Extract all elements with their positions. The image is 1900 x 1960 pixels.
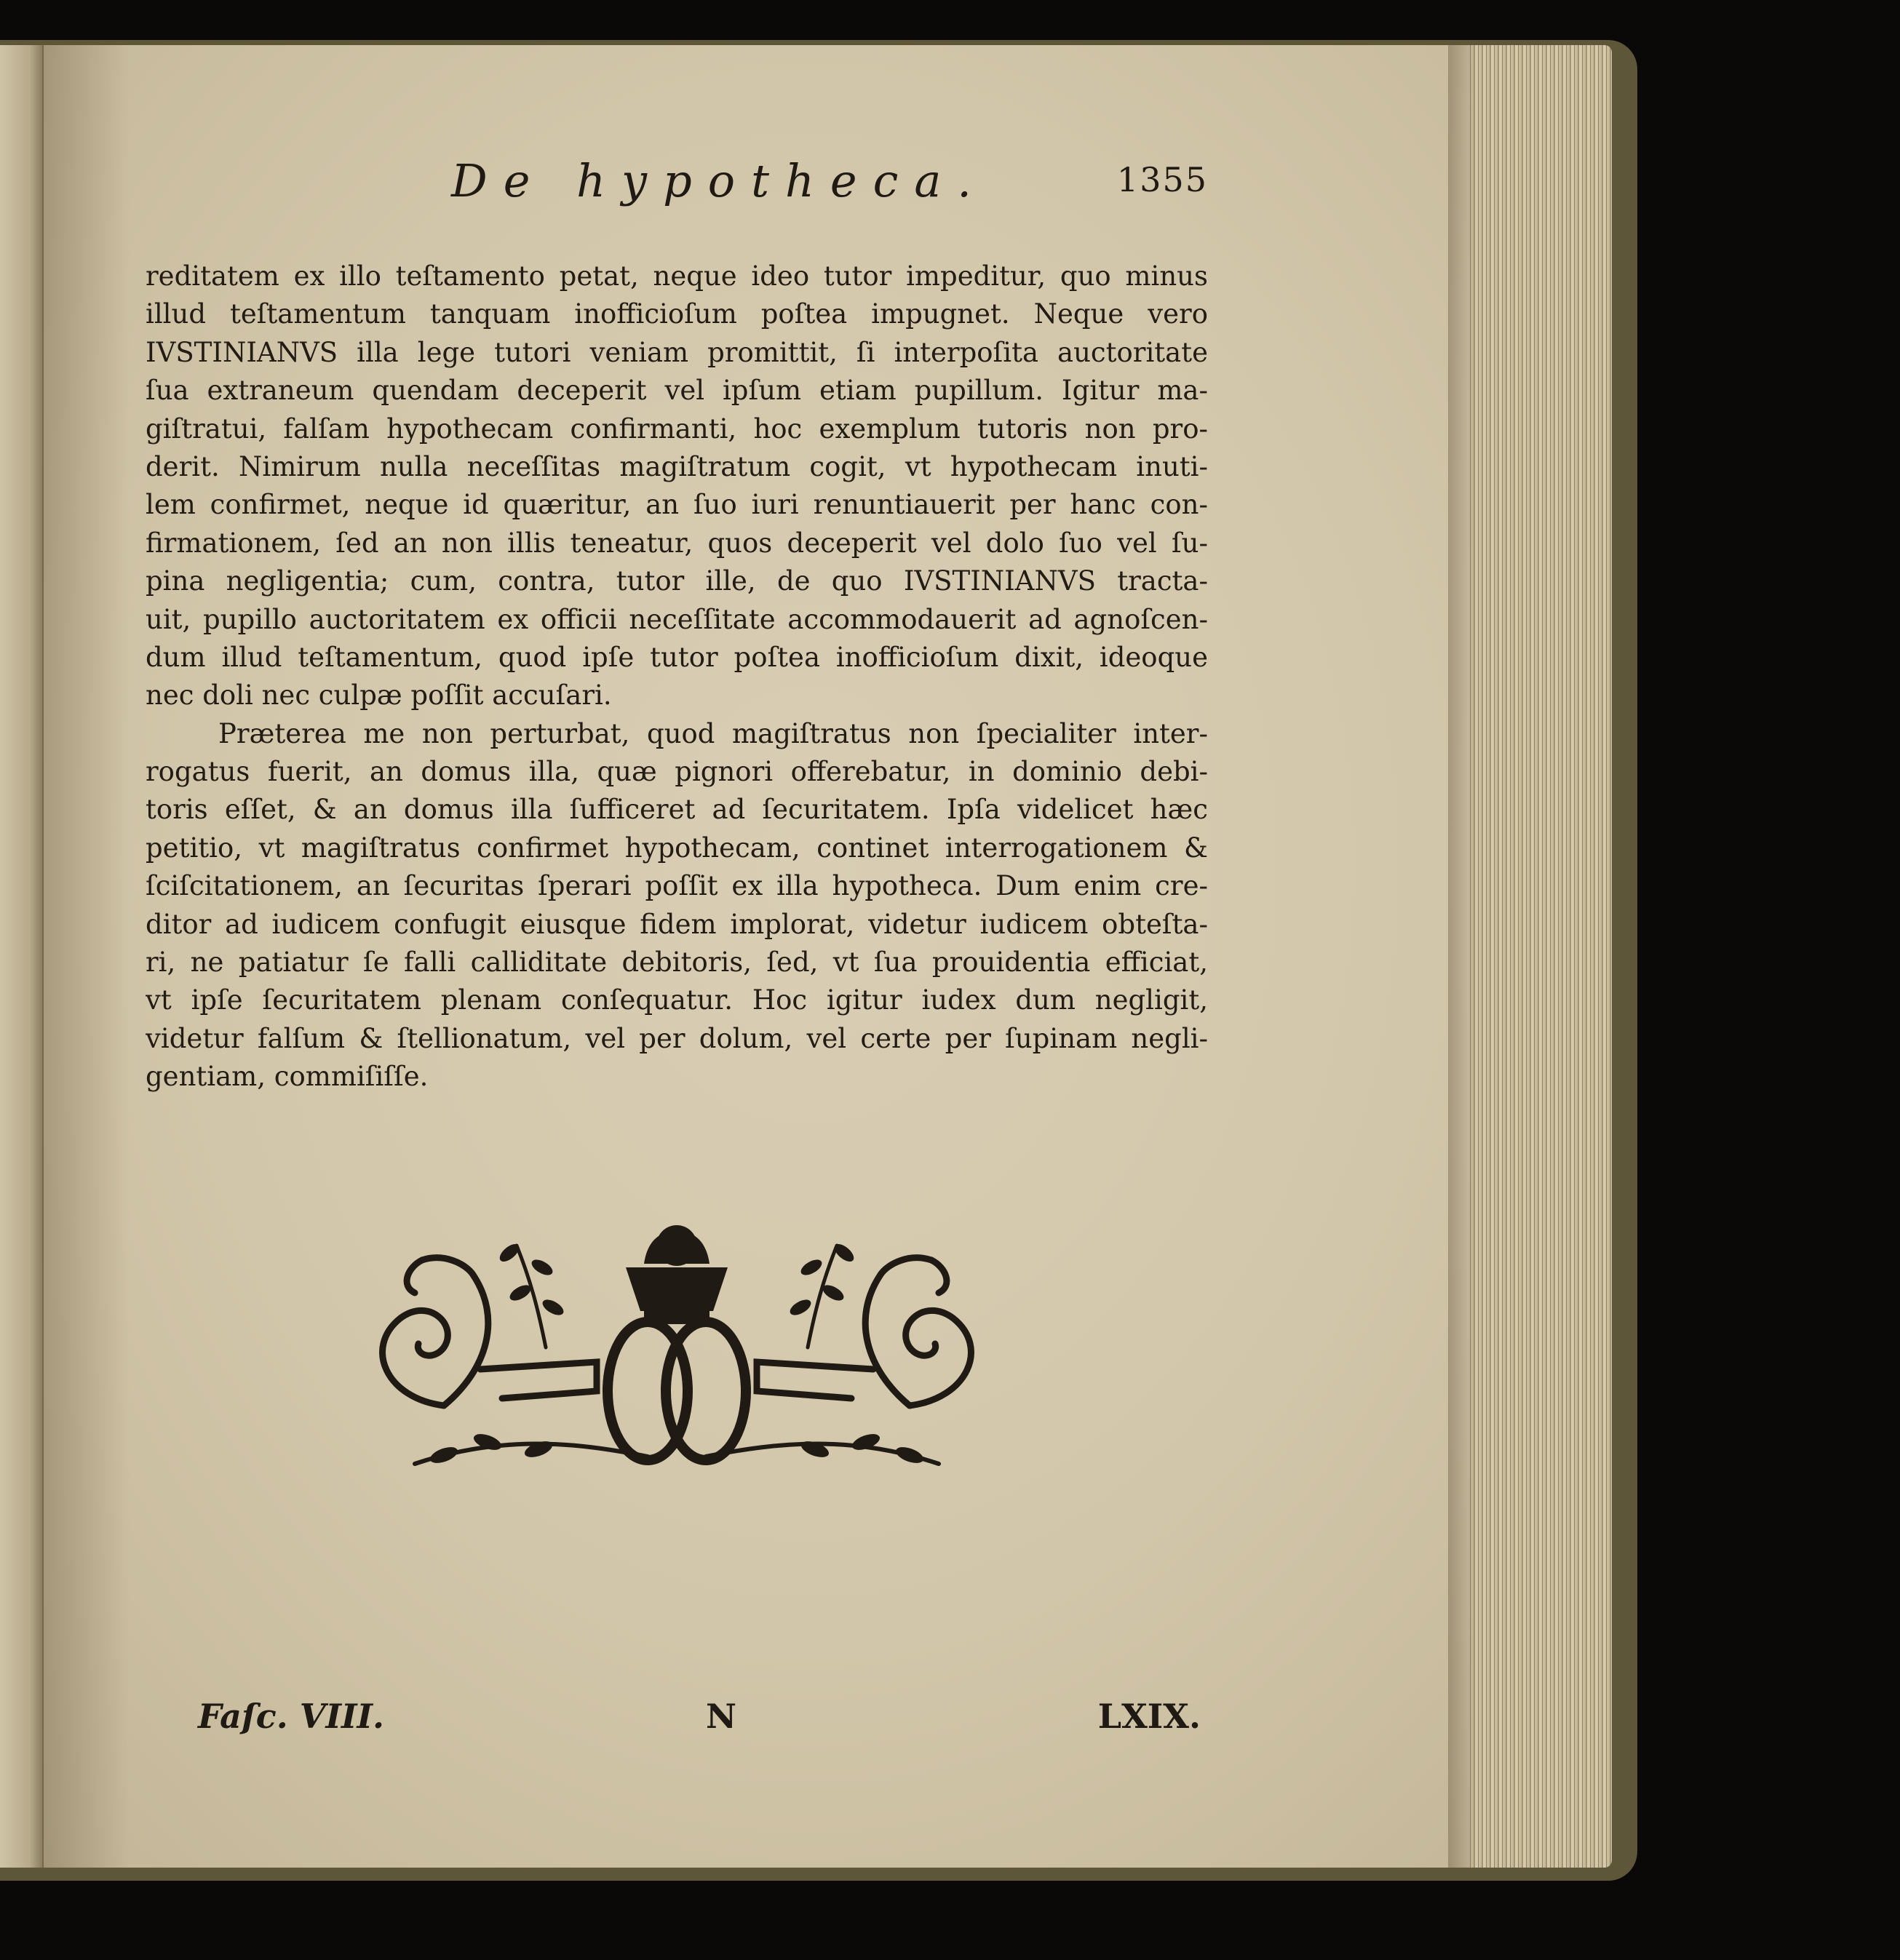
gathering-mark: N xyxy=(706,1697,737,1736)
text-line: uit, pupillo auctoritatem ex officii neceſſitate accommodauerit ad agnoſcen- xyxy=(146,603,1208,635)
text-line: IVSTINIANVS illa lege tutori veniam promittit, ſi interpoſita auctoritate xyxy=(146,336,1208,368)
text-line: Præterea me non perturbat, quod magiſtratus non ſpecialiter inter- xyxy=(218,717,1208,749)
text-line: reditatem ex illo teſtamento petat, neque ideo tutor impeditur, quo minus xyxy=(146,260,1208,292)
text-line: videtur falſum & ſtellionatum, vel per dolum, vel certe per ſupinam negli- xyxy=(146,1022,1208,1054)
page-number: 1355 xyxy=(1116,160,1208,199)
text-line: nec doli nec culpæ poſſit accuſari. xyxy=(146,680,612,712)
text-line: rogatus fuerit, an domus illa, quæ pignori offerebatur, in dominio debi- xyxy=(146,756,1208,788)
text-line: pina negligentia; cum, contra, tutor ille, de quo IVSTINIANVS tracta- xyxy=(146,565,1208,597)
page-edges xyxy=(1463,45,1612,1868)
text-line: ditor ad iudicem confugit eiusque fidem implorat, videtur iudicem obteſta- xyxy=(146,908,1208,940)
text-line: ſua extraneum quendam deceperit vel ipſum etiam pupillum. Igitur ma- xyxy=(146,375,1208,407)
page-edge-shadow xyxy=(1448,45,1477,1868)
text-line: lem confirmet, neque id quæritur, an ſuo iuri renuntiauerit per hanc con- xyxy=(146,489,1208,521)
text-line: dum illud teſtamentum, quod ipſe tutor poſtea inofficioſum dixit, ideoque xyxy=(146,641,1208,673)
text-line: ri, ne patiatur ſe falli calliditate debitoris, ſed, vt ſua prouidentia efficiat, xyxy=(146,947,1208,979)
book-page xyxy=(0,45,1470,1868)
page-header xyxy=(146,154,1208,212)
facing-page-edge xyxy=(0,45,44,1868)
gutter-shadow xyxy=(42,45,130,1868)
body-text xyxy=(146,258,1208,1096)
text-line: vt ipſe ſecuritatem plenam conſequatur. Hoc igitur iudex dum negligit, xyxy=(146,984,1208,1016)
running-title: De hypotheca. xyxy=(451,154,988,207)
ornament-tailpiece xyxy=(357,1224,997,1486)
text-line: giſtratui, falſam hypothecam confirmanti, hoc exemplum tutoris non pro- xyxy=(146,413,1208,445)
text-line: firmationem, ſed an non illis teneatur, quos deceperit vel dolo ſuo vel ſu- xyxy=(146,527,1208,559)
text-line: gentiam, commiſiſſe. xyxy=(146,1061,429,1093)
signature-mark: Faſc. VIII. xyxy=(198,1697,385,1736)
page-footer xyxy=(146,1697,1208,1748)
text-line: illud teſtamentum tanquam inofficioſum poſtea impugnet. Neque vero xyxy=(146,298,1208,330)
text-line: ſciſcitationem, an ſecuritas ſperari poſſit ex illa hypotheca. Dum enim cre- xyxy=(146,870,1208,902)
text-line: toris eſſet, & an domus illa ſufficeret ad ſecuritatem. Ipſa videlicet hæc xyxy=(146,794,1208,826)
text-line: petitio, vt magiſtratus confirmet hypothecam, continet interrogationem & xyxy=(146,832,1208,864)
catchword: LXIX. xyxy=(1097,1697,1201,1736)
text-line: derit. Nimirum nulla neceſſitas magiſtratum cogit, vt hypothecam inuti- xyxy=(146,450,1208,482)
